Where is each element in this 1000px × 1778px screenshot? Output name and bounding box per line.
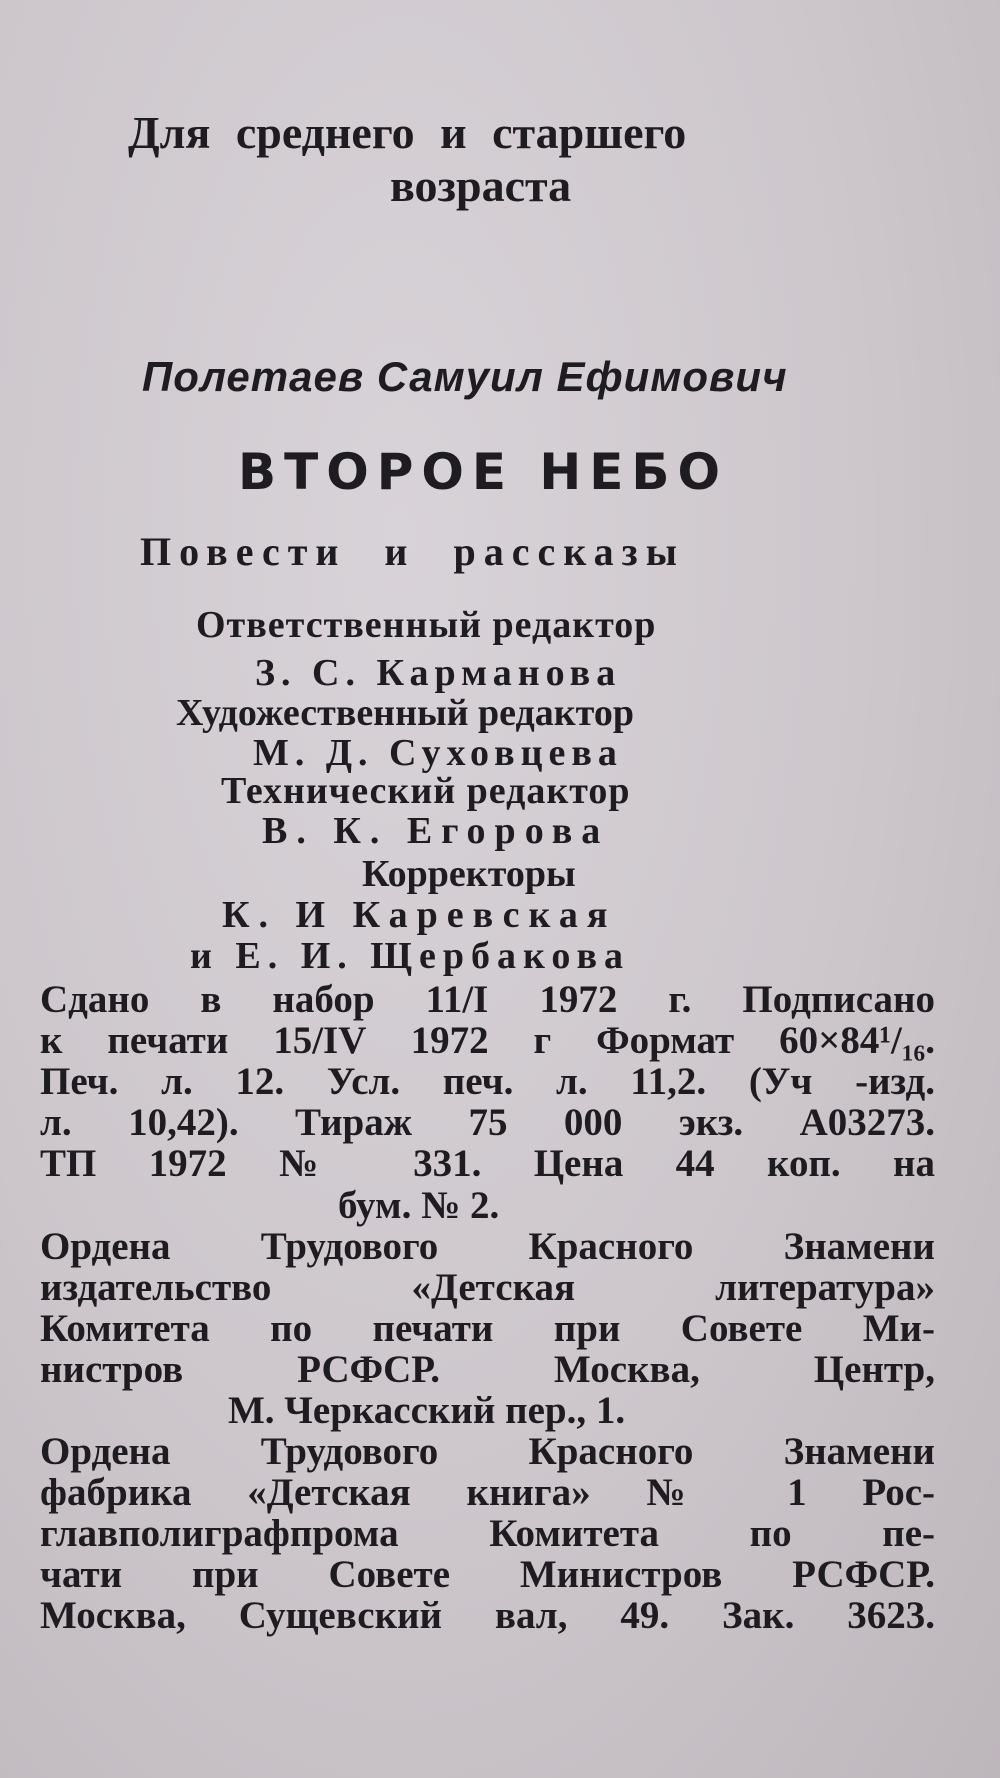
- publisher-line-1: Ордена Трудового Красного Знамени: [40, 1225, 935, 1268]
- printer-line-5: Москва, Сущевский вал, 49. Зак. 3623.: [40, 1594, 935, 1637]
- imprint-line-4: л. 10,42). Тираж 75 000 экз. А03273.: [40, 1101, 935, 1144]
- book-subtitle: Повести и рассказы: [140, 529, 685, 574]
- credit-name-4: К. И Каревская: [222, 894, 617, 936]
- imprint-line-5: ТП 1972 № 331. Цена 44 коп. на: [40, 1142, 935, 1185]
- printer-line-4: чати при Совете Министров РСФСР.: [40, 1553, 935, 1596]
- printer-line-2: фабрика «Детская книга» № 1 Рос-: [40, 1471, 935, 1514]
- audience-line-1: Для среднего и старшего: [128, 107, 687, 158]
- audience-line-2: возраста: [390, 160, 572, 211]
- book-title: ВТОРОЕ НЕБО: [238, 443, 729, 501]
- imprint-line-1: Сдано в набор 11/I 1972 г. Подписано: [40, 978, 935, 1021]
- publisher-line-2: издательство «Детская литература»: [40, 1266, 935, 1309]
- printer-line-1: Ордена Трудового Красного Знамени: [40, 1430, 935, 1473]
- imprint-line-2: к печати 15/IV 1972 г Формат 60×84¹/₁₆.: [40, 1019, 935, 1062]
- credit-role-4: Корректоры: [362, 853, 576, 895]
- publisher-line-4: нистров РСФСР. Москва, Центр,: [40, 1348, 935, 1391]
- credit-name-5: и Е. И. Щербакова: [190, 935, 630, 977]
- printer-line-3: главполиграфпрома Комитета по пе-: [40, 1512, 935, 1555]
- credit-role-1: Ответственный редактор: [196, 604, 657, 646]
- imprint-line-6: бум. № 2.: [338, 1184, 500, 1227]
- author-name: Полетаев Самуил Ефимович: [142, 353, 788, 400]
- publisher-line-3: Комитета по печати при Совете Ми-: [40, 1307, 935, 1350]
- credit-role-2: Художественный редактор: [176, 692, 634, 734]
- publisher-line-5: М. Черкасский пер., 1.: [228, 1389, 626, 1432]
- credit-name-3: В. К. Егорова: [262, 810, 610, 852]
- credit-name-1: З. С. Карманова: [255, 652, 622, 694]
- credit-role-3: Технический редактор: [221, 770, 631, 812]
- credit-name-2: М. Д. Суховцева: [253, 732, 623, 774]
- imprint-line-3: Печ. л. 12. Усл. печ. л. 11,2. (Уч -изд.: [40, 1060, 935, 1103]
